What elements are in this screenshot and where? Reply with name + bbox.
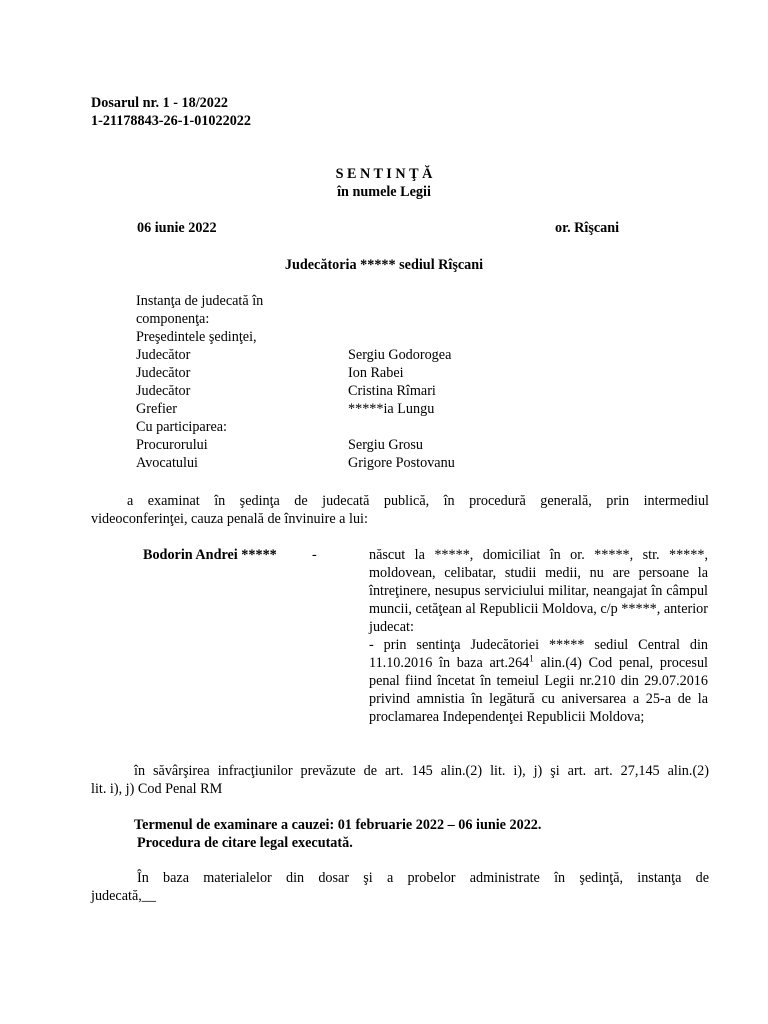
basis-line2: judecată,__ — [91, 888, 156, 904]
prior-conviction-continued: alin.(4) Cod penal, procesul penal fiind încetat în temeiul Legii nr.210 din 29.07.2016 privind amnistia în legătură cu aniversarea a 25-a de la proclamarea Independenţei Republicii Moldova; — [369, 655, 708, 725]
examination-line2: videoconferinţei, cauza penală de învinuire a lui: — [91, 511, 368, 527]
citation-procedure: Procedura de citare legal executată. — [137, 835, 353, 851]
defendant-prior-conviction — [369, 636, 708, 726]
judge-name: Sergiu Godorogea — [348, 347, 452, 363]
judge-role: Judecător — [136, 383, 191, 399]
basis-line1: În baza materialelor din dosar şi a probelor administrate în şedinţă, instanţa de — [137, 870, 709, 886]
examination-line1: a examinat în şedinţa de judecată publică, în procedură generală, prin intermediul — [127, 493, 709, 509]
prosecutor-role: Procurorului — [136, 437, 208, 453]
sentence-city: or. Rîşcani — [555, 220, 620, 236]
judge-name: Ion Rabei — [348, 365, 404, 381]
panel-intro-line2: componenţa: — [136, 311, 210, 327]
defendant-description — [369, 546, 708, 726]
document-subtitle: în numele Legii — [337, 184, 431, 200]
president-label: Preşedintele şedinţei, — [136, 329, 257, 345]
defendant-name: Bodorin Andrei ***** — [143, 547, 277, 563]
prior-conviction-text: - prin sentinţa Judecătoriei ***** sediul Central din 11.10.2016 în baza art.264 — [369, 637, 708, 671]
document-title: S E N T I N Ţ Ă — [335, 166, 433, 182]
clerk-role: Grefier — [136, 401, 177, 417]
panel-intro-line1: Instanţa de judecată în — [136, 293, 264, 309]
defendant-dash: - — [312, 547, 317, 563]
judge-role: Judecător — [136, 347, 191, 363]
sentence-date: 06 iunie 2022 — [137, 220, 217, 236]
defendant-bio: născut la *****, domiciliat în or. *****, str. *****, moldovean, celibatar, studii medii, nu are persoane la întreţinere, nesupus serviciului militar, neangajat în câmpul muncii, cetăţean al Republicii Moldova, c/p *****, anterior judecat: — [369, 547, 708, 635]
participation-label: Cu participarea: — [136, 419, 227, 435]
lawyer-name: Grigore Postovanu — [348, 455, 455, 471]
judge-name: Cristina Rîmari — [348, 383, 436, 399]
case-id: 1-21178843-26-1-01022022 — [91, 113, 251, 129]
charges-line1: în săvârşirea infracţiunilor prevăzute de art. 145 alin.(2) lit. i), j) şi art. art. 27,145 alin.(2) — [134, 763, 709, 779]
charges-line2: lit. i), j) Cod Penal RM — [91, 781, 223, 797]
clerk-name: *****ia Lungu — [348, 401, 435, 417]
case-number: Dosarul nr. 1 - 18/2022 — [91, 95, 229, 111]
prosecutor-name: Sergiu Grosu — [348, 437, 424, 453]
judge-role: Judecător — [136, 365, 191, 381]
examination-term: Termenul de examinare a cauzei: 01 februarie 2022 – 06 iunie 2022. — [134, 817, 542, 833]
court-name: Judecătoria ***** sediul Rîşcani — [284, 257, 484, 273]
lawyer-role: Avocatului — [136, 455, 198, 471]
article-superscript: 1 — [529, 653, 534, 664]
